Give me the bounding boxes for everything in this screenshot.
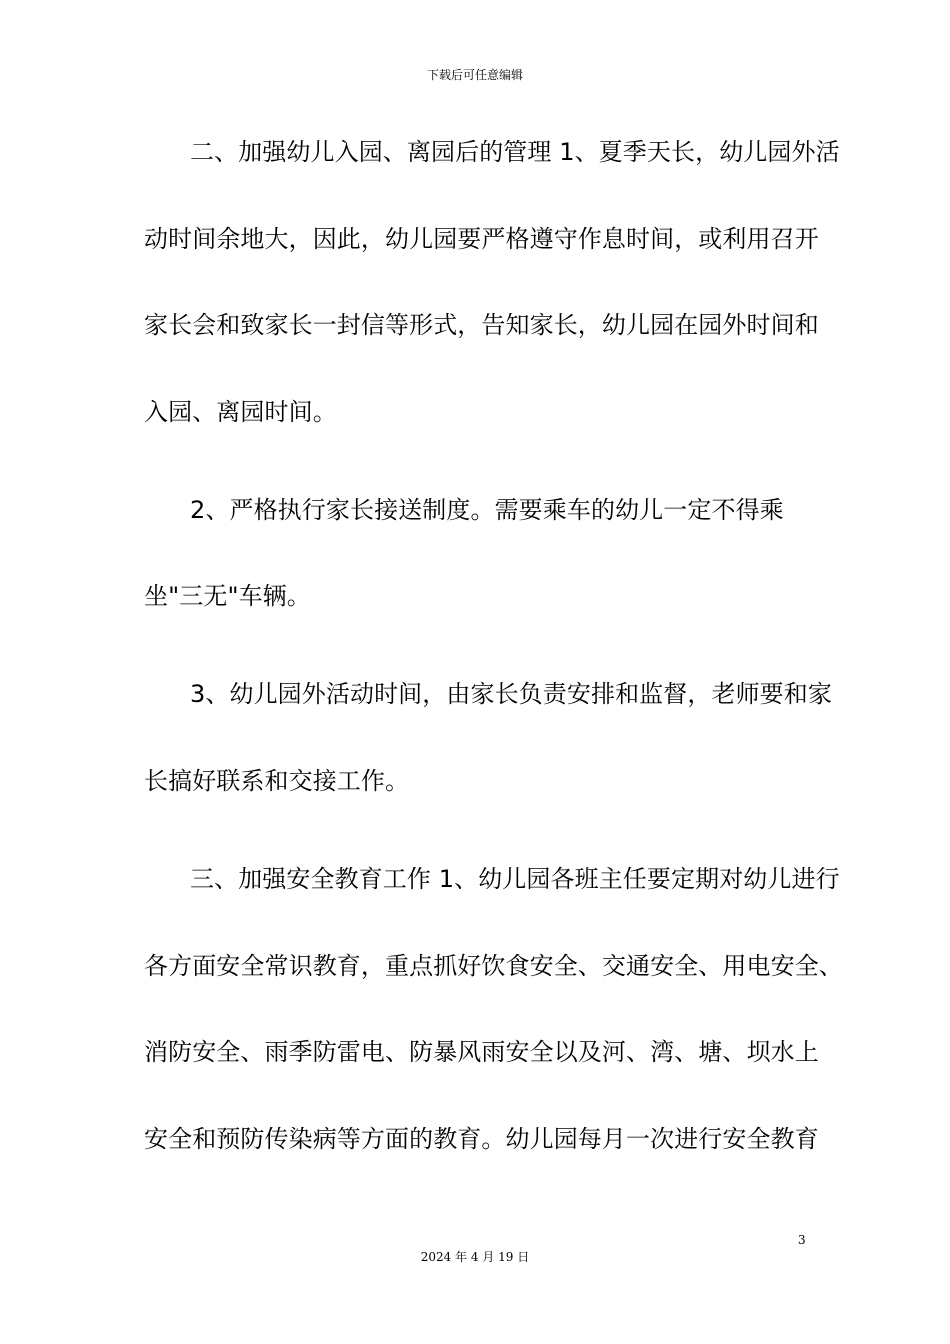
paragraph-line: 入园、离园时间。 bbox=[144, 398, 337, 426]
footer-date: 2024 年 4 月 19 日 bbox=[420, 1250, 530, 1264]
page-number: 3 bbox=[798, 1233, 806, 1247]
paragraph-line: 长搞好联系和交接工作。 bbox=[144, 767, 410, 795]
paragraph-line: 安全和预防传染病等方面的教育。幼儿园每月一次进行安全教育 bbox=[144, 1125, 819, 1153]
paragraph-line: 坐"三无"车辆。 bbox=[144, 582, 311, 610]
paragraph-line: 动时间余地大，因此，幼儿园要严格遵守作息时间，或利用召开 bbox=[144, 225, 819, 253]
paragraph-line: 二、加强幼儿入园、离园后的管理 1、夏季天长，幼儿园外活 bbox=[190, 138, 840, 166]
header-note: 下载后可任意编辑 bbox=[426, 68, 523, 82]
paragraph-line: 三、加强安全教育工作 1、幼儿园各班主任要定期对幼儿进行 bbox=[190, 865, 840, 893]
paragraph-line: 消防安全、雨季防雷电、防暴风雨安全以及河、湾、塘、坝水上 bbox=[144, 1038, 819, 1066]
paragraph-line: 3、幼儿园外活动时间，由家长负责安排和监督，老师要和家 bbox=[190, 680, 832, 708]
paragraph-line: 家长会和致家长一封信等形式，告知家长，幼儿园在园外时间和 bbox=[144, 311, 819, 339]
paragraph-line: 各方面安全常识教育，重点抓好饮食安全、交通安全、用电安全、 bbox=[144, 952, 843, 980]
paragraph-line: 2、严格执行家长接送制度。需要乘车的幼儿一定不得乘 bbox=[190, 496, 784, 524]
